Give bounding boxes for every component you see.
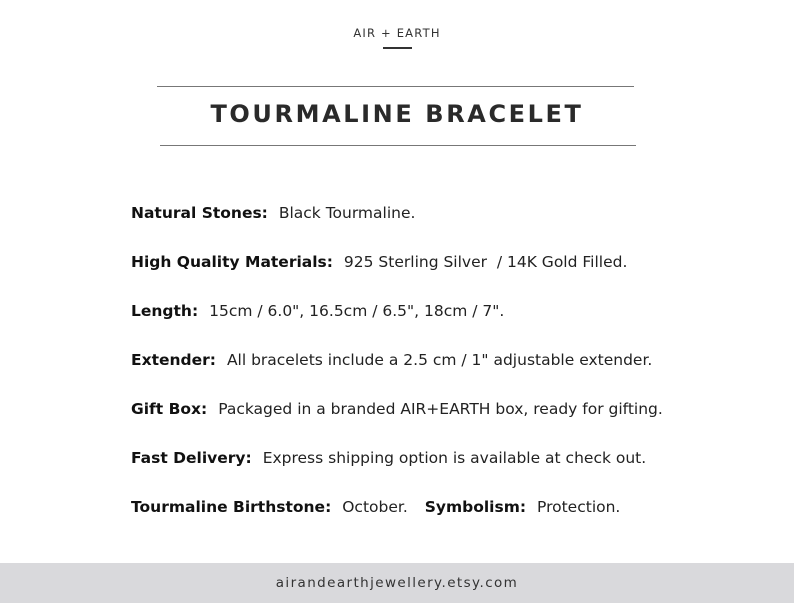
spec-value: October. <box>342 498 408 516</box>
title-rule-bottom <box>160 145 636 146</box>
footer-bar <box>0 563 794 603</box>
spec-length <box>131 300 771 349</box>
spec-label: Gift Box: <box>131 400 208 418</box>
spec-gift-box <box>131 398 771 447</box>
spec-extender <box>131 349 771 398</box>
spec-birthstone <box>131 496 771 545</box>
spec-label-symbolism: Symbolism: <box>424 498 527 516</box>
spec-natural-stones <box>131 202 771 251</box>
spec-fast-delivery <box>131 447 771 496</box>
spec-value: All bracelets include a 2.5 cm / 1" adjustable extender. <box>226 351 653 369</box>
page-title: TOURMALINE BRACELET <box>210 100 584 128</box>
brand-name: AIR + EARTH <box>353 26 441 40</box>
brand-underline <box>383 47 412 49</box>
spec-list <box>131 202 771 545</box>
spec-value: Packaged in a branded AIR+EARTH box, ready for gifting. <box>218 400 663 418</box>
spec-value: Black Tourmaline. <box>278 204 416 222</box>
footer-shop-url: airandearthjewellery.etsy.com <box>275 575 519 591</box>
spec-label: Extender: <box>131 351 216 369</box>
spec-label: Length: <box>131 302 199 320</box>
spec-label: Tourmaline Birthstone: <box>131 498 332 516</box>
title-rule-top <box>157 86 634 87</box>
spec-value: Express shipping option is available at check out. <box>262 449 647 467</box>
spec-label: Natural Stones: <box>131 204 268 222</box>
spec-value: 15cm / 6.0", 16.5cm / 6.5", 18cm / 7". <box>209 302 505 320</box>
spec-label: High Quality Materials: <box>131 253 333 271</box>
spec-value: 925 Sterling Silver / 14K Gold Filled. <box>343 253 628 271</box>
spec-label: Fast Delivery: <box>131 449 252 467</box>
spec-value-symbolism: Protection. <box>537 498 621 516</box>
spec-materials <box>131 251 771 300</box>
